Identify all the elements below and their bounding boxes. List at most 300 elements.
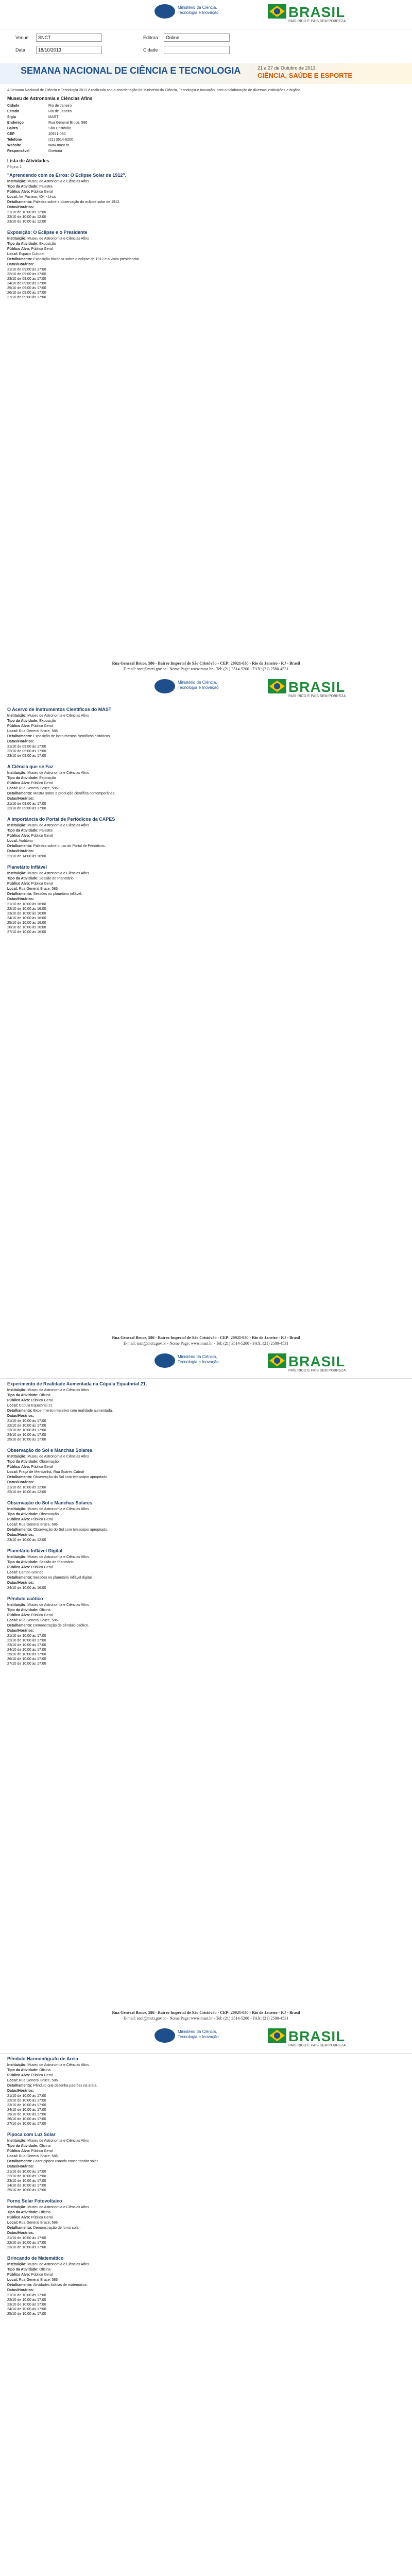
- activity-title[interactable]: "Aprendendo com os Erros: O Eclipse Solar de 1912".: [7, 173, 127, 178]
- activity-field-value: Museu de Astronomia e Ciências Afins: [27, 1603, 89, 1607]
- document-page: [0, 2024, 412, 2576]
- activity-field-value: Rua General Bruce, 586: [19, 2221, 58, 2225]
- activity-field-inst: [7, 2205, 405, 2210]
- activity-field-value: Observação: [39, 1513, 59, 1517]
- activity-field-value: Exposição histórica sobre o eclipse de 1912 e a visita presidencial.: [33, 258, 140, 261]
- activity-field-label: Tipo da Atividade:: [7, 2068, 39, 2072]
- activity-field-tipo: [7, 1512, 405, 1517]
- activity-field-label: Público Alvo:: [7, 724, 30, 728]
- activity-field-label: Local:: [7, 839, 18, 843]
- activity-field-label: Tipo da Atividade:: [7, 876, 39, 880]
- activity-title[interactable]: Observação do Sol e Manchas Solares.: [7, 1500, 94, 1506]
- activity-field-detal: [7, 1475, 405, 1480]
- activity-field-label: Tipo da Atividade:: [7, 1608, 39, 1613]
- activity-date-item: 24/10 de 09:00 às 17:00: [7, 282, 46, 285]
- activity-field-label: Instituição:: [7, 714, 27, 718]
- activity-dates-label: [7, 1581, 405, 1586]
- activity-date-item: 21/10 de 10:00 às 17:00: [7, 2236, 46, 2240]
- activity-field-value: Oficina: [39, 2267, 51, 2272]
- activity-date-item: 21/10 de 09:00 às 17:00: [7, 802, 46, 806]
- activity-field-value: Palestra sobre o uso do Portal de Periódicos.: [33, 844, 106, 848]
- activity-field-label: Detalhamento:: [7, 1409, 32, 1413]
- activity-field-value: Atividades lúdicas de matemática.: [33, 2283, 88, 2287]
- activity-date-item: 23/10 de 10:00 às 12:00: [7, 220, 46, 224]
- activity-field-value: Público Geral: [31, 2273, 53, 2277]
- activity-field-local: [7, 2154, 405, 2159]
- activity-field-label: Local:: [7, 195, 18, 199]
- activity-field-publico: [7, 882, 405, 887]
- activity-field-label: Detalhamento:: [7, 2159, 32, 2163]
- activity-field-detal: [7, 257, 405, 262]
- activity-title[interactable]: Exposição: O Eclipse e o Presidente: [7, 230, 88, 235]
- activity-field-value: Museu de Astronomia e Ciências Afins: [27, 1555, 89, 1560]
- activity-field-value: Mostra sobre a produção científica contemporânea.: [33, 791, 116, 795]
- footer-contact: E-mail: snct@mcti.gov.br - Nome Page: www.mast.br - Tel: (21) 3514-5200 - FAX: (21) 2580-4531: [123, 666, 289, 671]
- activity-field-label: Datas/Horários:: [7, 897, 35, 901]
- activity-entry: [0, 2253, 412, 2319]
- activity-title[interactable]: Pipoca com Luz Solar: [7, 2131, 56, 2137]
- ministry-name: Ministério da Ciência, Tecnologia e Inovação: [178, 680, 219, 690]
- institution-row-label: Sigla: [7, 115, 16, 119]
- document-page: [0, 675, 412, 1350]
- activity-dates-label: [7, 739, 405, 744]
- activity-title[interactable]: Pêndulo Harmonógrafo de Areia: [7, 2056, 78, 2061]
- activity-dates-label: [7, 796, 405, 802]
- activity-entry: [0, 2129, 412, 2196]
- activity-field-label: Tipo da Atividade:: [7, 1394, 39, 1398]
- activity-field-label: Público Alvo:: [7, 882, 30, 886]
- activity-title[interactable]: Pêndulo caótico: [7, 1596, 43, 1602]
- footer-address: Rua General Bruce, 586 - Bairro Imperial de São Cristóvão - CEP: 20921-030 - Rio de Janeiro - RJ - Brasil: [112, 1335, 300, 1341]
- activity-field-inst: [7, 1603, 405, 1608]
- activity-field-value: Museu de Astronomia e Ciências Afins: [27, 771, 89, 775]
- activity-field-label: Público Alvo:: [7, 1399, 30, 1403]
- activity-field-detal: [7, 1575, 405, 1581]
- activity-field-value: Praça de Mendanha, Rua Soares Cabral: [19, 1470, 84, 1475]
- activity-field-label: Detalhamento:: [7, 844, 32, 848]
- institution-row-value: (21) 3514-5200: [48, 138, 73, 142]
- activity-field-value: Palestra: [39, 828, 53, 833]
- activity-field-label: Datas/Horários:: [7, 849, 35, 853]
- activity-date-item: 22/10 de 09:00 às 17:00: [7, 749, 46, 753]
- activity-field-label: Instituição:: [7, 2205, 27, 2209]
- brasil-slogan: PAÍS RICO É PAÍS SEM POBREZA: [288, 694, 346, 698]
- activity-field-label: Instituição:: [7, 2063, 27, 2067]
- activity-date-item: 24/10 de 10:00 às 17:00: [7, 2183, 46, 2188]
- activity-field-label: Instituição:: [7, 2139, 27, 2143]
- activity-dates: [7, 802, 405, 811]
- activity-date-item: 23/10 de 10:00 às 17:00: [7, 1429, 46, 1433]
- institution-row-value: 20921-030: [48, 132, 66, 136]
- activity-date-item: 21/10 de 10:00 às 17:00: [7, 1634, 46, 1638]
- activity-dates: [7, 2293, 405, 2316]
- activity-field-inst: [7, 236, 405, 242]
- activity-date-item: 23/10 de 09:00 às 17:00: [7, 754, 46, 758]
- activity-field-value: Observação do Sol com telescópio apropriado.: [33, 1476, 109, 1480]
- activity-field-label: Público Alvo:: [7, 2273, 30, 2277]
- pagination[interactable]: Página 1: [7, 165, 22, 169]
- activity-field-label: Detalhamento:: [7, 1576, 32, 1580]
- activity-field-tipo: [7, 1393, 405, 1398]
- activity-field-value: Fazer pipoca usando concentrador solar.: [33, 2159, 99, 2163]
- activity-field-value: Público Geral: [31, 781, 53, 785]
- activity-field-value: Oficina: [39, 1394, 51, 1398]
- activity-field-value: Espaço Cultural: [19, 252, 44, 256]
- activity-title[interactable]: O Acervo de Instrumentos Científicos do MAST: [7, 706, 112, 712]
- activity-field-tipo: [7, 719, 405, 724]
- page-footer: [0, 657, 412, 675]
- activity-field-label: Tipo da Atividade:: [7, 185, 39, 189]
- activity-field-value: Museu de Astronomia e Ciências Afins: [27, 1507, 89, 1512]
- activity-field-local: [7, 195, 405, 200]
- ministry-name: Ministério da Ciência, Tecnologia e Inovação: [178, 2029, 219, 2039]
- activity-field-tipo: [7, 2210, 405, 2215]
- activity-date-item: 24/10 de 10:00 às 16:00: [7, 1586, 46, 1590]
- banner-title: SEMANA NACIONAL DE CIÊNCIA E TECNOLOGIA: [21, 65, 241, 76]
- activity-field-label: Instituição:: [7, 1603, 27, 1607]
- activity-dates-label: [7, 849, 405, 854]
- activity-field-label: Público Alvo:: [7, 1518, 30, 1522]
- activity-date-item: 21/10 de 10:00 às 17:00: [7, 2170, 46, 2174]
- brasil-logo-text: BRASIL: [288, 4, 346, 20]
- activity-field-detal: [7, 2226, 405, 2231]
- activity-list-title: Lista de Atividades: [7, 158, 49, 163]
- banner-slogan: CIÊNCIA, SAÚDE E ESPORTE: [258, 72, 353, 79]
- activity-date-item: 25/10 de 10:00 às 16:00: [7, 921, 46, 925]
- activity-field-value: Público Geral: [31, 1518, 53, 1522]
- activity-field-value: Oficina: [39, 2068, 51, 2072]
- activity-dates: [7, 1538, 405, 1543]
- activity-field-value: Público Geral: [31, 2073, 53, 2077]
- activity-field-publico: [7, 190, 405, 195]
- activity-title[interactable]: A Importância do Portal de Periódicos da CAPES: [7, 816, 115, 822]
- institution-row: [7, 131, 405, 137]
- activity-dates: [7, 1485, 405, 1495]
- brasil-flag-icon: [268, 4, 286, 19]
- activity-field-label: Detalhamento:: [7, 2226, 32, 2230]
- activity-field-label: Detalhamento:: [7, 791, 32, 795]
- activity-date-item: 24/10 de 10:00 às 17:00: [7, 2108, 46, 2112]
- activity-field-value: Público Geral: [31, 834, 53, 838]
- activity-field-local: [7, 2278, 405, 2283]
- activity-entry: [0, 1379, 412, 1445]
- activity-entry: [0, 227, 412, 303]
- editora-input[interactable]: [164, 33, 230, 42]
- activity-field-label: Público Alvo:: [7, 247, 30, 251]
- activity-field-local: [7, 2221, 405, 2226]
- activity-title[interactable]: Brincando de Matemático: [7, 2255, 64, 2261]
- activity-field-value: Museu de Astronomia e Ciências Afins: [27, 714, 89, 718]
- page-header: [0, 2024, 412, 2054]
- activity-entry: [0, 761, 412, 814]
- activity-field-value: Palestra: [39, 185, 53, 189]
- institution-row: [7, 137, 405, 143]
- activity-field-label: Tipo da Atividade:: [7, 776, 39, 780]
- cidade-label: Cidade: [143, 47, 158, 53]
- activity-date-item: 23/10 de 10:00 às 17:00: [7, 1643, 46, 1648]
- activity-field-value: Exposição de instrumentos científicos históricos.: [33, 734, 111, 738]
- activity-date-item: 25/10 de 10:00 às 17:00: [7, 1653, 46, 1657]
- activity-field-publico: [7, 1517, 405, 1522]
- activity-field-tipo: [7, 1560, 405, 1565]
- activity-dates: [7, 1419, 405, 1442]
- activity-field-label: Datas/Horários:: [7, 2231, 35, 2235]
- activity-date-item: 21/10 de 10:00 às 16:00: [7, 902, 46, 906]
- activity-date-item: 21/10 de 09:00 às 17:00: [7, 744, 46, 749]
- activity-field-label: Local:: [7, 1523, 18, 1527]
- activity-title[interactable]: Planetário Inflável Digital: [7, 1548, 63, 1554]
- activity-field-label: Tipo da Atividade:: [7, 2144, 39, 2148]
- activity-field-value: Sessões no planetário inflável digital.: [33, 1576, 93, 1580]
- institution-info: [0, 94, 412, 156]
- activity-field-value: Exposição: [39, 776, 56, 780]
- activity-entry: [0, 170, 412, 227]
- activity-entry: [0, 2196, 412, 2253]
- activity-dates: [7, 902, 405, 935]
- activity-date-item: 22/10 de 10:00 às 17:00: [7, 1639, 46, 1643]
- activity-field-label: Detalhamento:: [7, 734, 32, 738]
- activity-dates: [7, 2236, 405, 2250]
- activity-field-label: Detalhamento:: [7, 892, 32, 896]
- ministry-logo-icon: [154, 1353, 175, 1368]
- activity-field-label: Local:: [7, 729, 18, 733]
- activity-field-value: Museu de Astronomia e Ciências Afins: [27, 1455, 89, 1459]
- activity-field-label: Público Alvo:: [7, 2073, 30, 2077]
- institution-row-value: São Cristóvão: [48, 127, 71, 130]
- activity-entry: [0, 1546, 412, 1594]
- institution-row-value: Rio de Janeiro: [48, 110, 72, 113]
- form-row: [15, 32, 397, 43]
- activity-field-inst: [7, 2139, 405, 2144]
- activity-field-label: Tipo da Atividade:: [7, 1561, 39, 1565]
- page-footer: [0, 2007, 412, 2024]
- activity-field-value: Pêndulo que desenha padrões na areia.: [33, 2083, 98, 2088]
- activity-field-label: Público Alvo:: [7, 190, 30, 194]
- brasil-logo-text: BRASIL: [288, 2028, 346, 2044]
- activity-dates-label: [7, 897, 405, 902]
- activity-field-value: Oficina: [39, 2210, 51, 2214]
- activity-field-publico: [7, 1613, 405, 1618]
- activity-dates-label: [7, 262, 405, 267]
- activity-field-label: Tipo da Atividade:: [7, 1460, 39, 1464]
- search-form: [0, 29, 412, 60]
- activity-field-label: Datas/Horários:: [7, 1414, 35, 1418]
- activity-field-value: Público Geral: [31, 247, 53, 251]
- activity-field-value: Sessão de Planetário: [39, 876, 74, 880]
- activity-field-detal: [7, 892, 405, 897]
- activity-field-tipo: [7, 2144, 405, 2149]
- activity-field-inst: [7, 1507, 405, 1512]
- venue-label: Venue: [15, 35, 29, 40]
- institution-row: [7, 148, 405, 154]
- activity-field-value: Rua General Bruce, 586: [19, 1619, 58, 1623]
- activity-dates: [7, 267, 405, 300]
- activity-field-tipo: [7, 828, 405, 834]
- institution-row-value: Rua General Bruce, 586: [48, 121, 88, 125]
- activity-field-value: Palestra sobre a observação do eclipse solar de 1912.: [33, 200, 121, 204]
- brasil-slogan: PAÍS RICO É PAÍS SEM POBREZA: [288, 20, 346, 23]
- activity-field-value: Sessões no planetário inflável.: [33, 892, 82, 896]
- activity-dates-label: [7, 2288, 405, 2293]
- activity-field-value: Público Geral: [31, 2215, 53, 2219]
- footer-address: Rua General Bruce, 586 - Bairro Imperial de São Cristóvão - CEP: 20921-030 - Rio de Janeiro - RJ - Brasil: [112, 660, 300, 666]
- activity-field-value: Rua General Bruce, 586: [19, 1523, 58, 1527]
- institution-row: [7, 103, 405, 109]
- activity-field-tipo: [7, 776, 405, 781]
- activity-field-local: [7, 2078, 405, 2083]
- activity-field-value: Museu de Astronomia e Ciências Afins: [27, 823, 89, 827]
- activity-field-label: Datas/Horários:: [7, 1629, 35, 1633]
- activity-date-item: 26/10 de 10:00 às 17:00: [7, 1657, 46, 1662]
- activity-dates: [7, 2094, 405, 2126]
- brasil-slogan: PAÍS RICO É PAÍS SEM POBREZA: [288, 2043, 346, 2047]
- snct-banner: [0, 63, 412, 84]
- venue-input[interactable]: [36, 33, 102, 42]
- activity-title[interactable]: Forno Solar Fotovoltaico: [7, 2198, 62, 2204]
- activity-field-label: Instituição:: [7, 180, 27, 183]
- activity-field-value: Exposição: [39, 719, 56, 723]
- page-header: [0, 675, 412, 704]
- activity-date-item: 22/10 de 10:00 às 17:00: [7, 2098, 46, 2103]
- activity-field-tipo: [7, 876, 405, 882]
- activity-field-inst: [7, 1454, 405, 1460]
- activity-date-item: 25/10 de 09:00 às 17:00: [7, 286, 46, 290]
- activity-date-item: 22/10 de 10:00 às 12:00: [7, 215, 46, 219]
- activity-field-detal: [7, 2159, 405, 2164]
- activity-dates: [7, 854, 405, 859]
- activity-field-value: Oficina: [39, 2144, 51, 2148]
- activity-field-label: Instituição:: [7, 2262, 27, 2266]
- activity-date-item: 23/10 de 10:00 às 16:00: [7, 911, 46, 916]
- activity-field-value: Rua General Bruce, 586: [19, 786, 58, 790]
- activity-field-local: [7, 839, 405, 844]
- activity-field-publico: [7, 1398, 405, 1403]
- activity-date-item: 23/10 de 09:00 às 17:00: [7, 277, 46, 281]
- activity-field-value: Experimento interativo com realidade aumentada.: [33, 1409, 113, 1413]
- activity-date-item: 21/10 de 10:00 às 17:00: [7, 2094, 46, 2098]
- activity-field-detal: [7, 844, 405, 849]
- activity-field-label: Tipo da Atividade:: [7, 719, 39, 723]
- activity-field-value: Museu de Astronomia e Ciências Afins: [27, 2139, 89, 2143]
- footer-contact: E-mail: snct@mcti.gov.br - Nome Page: www.mast.br - Tel: (21) 3514-5200 - FAX: (21) 2580-4531: [123, 1341, 289, 1346]
- ministry-logo-icon: [154, 4, 175, 19]
- activity-entry: [0, 1498, 412, 1546]
- activity-entry: [0, 814, 412, 862]
- activity-field-label: Tipo da Atividade:: [7, 2267, 39, 2272]
- institution-row-label: CEP: [7, 132, 15, 136]
- activity-date-item: 27/10 de 09:00 às 17:00: [7, 296, 46, 299]
- activity-field-value: Observação: [39, 1460, 59, 1464]
- activity-dates: [7, 1634, 405, 1666]
- activity-field-local: [7, 1470, 405, 1475]
- institution-row-label: Website: [7, 144, 21, 147]
- activity-date-item: 23/10 de 10:00 às 17:00: [7, 2103, 46, 2107]
- activity-field-local: [7, 252, 405, 257]
- institution-row-label: Responsável: [7, 149, 30, 153]
- page-spacer: [0, 2007, 412, 2024]
- activity-field-label: Datas/Horários:: [7, 739, 35, 743]
- editora-label: Editora: [143, 35, 158, 40]
- activity-field-tipo: [7, 2267, 405, 2273]
- activity-field-value: Cúpula Equatorial 21: [19, 1404, 53, 1408]
- activity-field-detal: [7, 2283, 405, 2288]
- institution-row-value: Rio de Janeiro: [48, 104, 72, 108]
- activity-field-label: Público Alvo:: [7, 2149, 30, 2153]
- activity-field-value: Campo Grande: [19, 1571, 44, 1575]
- activity-title[interactable]: Experimento de Realidade Aumentada na Cúpula Equatorial 21.: [7, 1381, 147, 1387]
- ministry-logo-icon: [154, 679, 175, 693]
- activity-field-label: Local:: [7, 2278, 18, 2282]
- activity-field-value: Público Geral: [31, 1614, 53, 1618]
- activity-field-value: Museu de Astronomia e Ciências Afins: [27, 2262, 89, 2266]
- activity-field-label: Datas/Horários:: [7, 1481, 35, 1485]
- activity-dates: [7, 2170, 405, 2193]
- activity-field-label: Local:: [7, 887, 18, 891]
- activity-field-label: Público Alvo:: [7, 1614, 30, 1618]
- activity-field-label: Local:: [7, 2078, 18, 2082]
- activity-field-local: [7, 1618, 405, 1623]
- data-input[interactable]: [36, 46, 102, 54]
- activity-title[interactable]: A Ciência que se Faz: [7, 764, 54, 769]
- activity-field-label: Datas/Horários:: [7, 796, 35, 801]
- activity-field-value: Observação do Sol com telescópio apropriado.: [33, 1528, 109, 1532]
- activity-field-label: Instituição:: [7, 1455, 27, 1459]
- activity-field-detal: [7, 1409, 405, 1414]
- activity-field-inst: [7, 823, 405, 828]
- activity-field-label: Detalhamento:: [7, 1476, 32, 1480]
- activity-dates-label: [7, 1414, 405, 1419]
- institution-row: [7, 114, 405, 120]
- activity-dates-label: [7, 2164, 405, 2170]
- activity-field-label: Instituição:: [7, 1507, 27, 1512]
- activity-field-publico: [7, 2149, 405, 2154]
- activity-date-item: 24/10 de 10:00 às 17:00: [7, 1433, 46, 1437]
- activity-field-inst: [7, 2262, 405, 2267]
- brasil-flag-icon: [268, 1353, 286, 1368]
- activity-date-item: 23/10 de 10:00 às 12:00: [7, 1538, 46, 1543]
- activity-field-detal: [7, 734, 405, 739]
- activity-date-item: 25/10 de 10:00 às 17:00: [7, 2112, 46, 2116]
- page-header: [0, 1349, 412, 1379]
- activity-date-item: 21/10 de 10:00 às 17:00: [7, 1419, 46, 1423]
- activity-date-item: 22/10 de 09:00 às 17:00: [7, 273, 46, 276]
- activity-field-label: Público Alvo:: [7, 1465, 30, 1469]
- activity-field-value: Museu de Astronomia e Ciências Afins: [27, 180, 89, 183]
- footer-address: Rua General Bruce, 586 - Bairro Imperial de São Cristóvão - CEP: 20921-030 - Rio de Janeiro - RJ - Brasil: [112, 2010, 300, 2015]
- activity-field-publico: [7, 247, 405, 252]
- activity-field-value: Público Geral: [31, 190, 53, 194]
- institution-title: Museu de Astronomia e Ciências Afins: [7, 96, 93, 101]
- activity-field-label: Local:: [7, 1571, 18, 1575]
- activity-field-publico: [7, 1465, 405, 1470]
- activity-date-item: 21/10 de 10:00 às 12:00: [7, 1486, 46, 1490]
- activity-date-item: 22/10 de 10:00 às 17:00: [7, 2174, 46, 2178]
- activity-dates-label: [7, 1480, 405, 1485]
- institution-row: [7, 126, 405, 131]
- activity-title[interactable]: Planetário Inflável: [7, 864, 47, 870]
- activity-field-label: Datas/Horários:: [7, 2164, 35, 2168]
- page-spacer: [0, 657, 412, 675]
- activity-title[interactable]: Observação do Sol e Manchas Solares.: [7, 1448, 94, 1453]
- activity-field-value: Demonstração de pêndulo caótico.: [33, 1624, 89, 1628]
- activity-field-label: Detalhamento:: [7, 2083, 32, 2088]
- activity-field-value: Rua General Bruce, 586: [19, 887, 58, 891]
- activity-field-detal: [7, 791, 405, 796]
- cidade-input[interactable]: [164, 46, 230, 54]
- institution-row-label: Endereço: [7, 121, 24, 125]
- activity-field-value: Museu de Astronomia e Ciências Afins: [27, 2205, 89, 2209]
- activity-dates-label: [7, 205, 405, 210]
